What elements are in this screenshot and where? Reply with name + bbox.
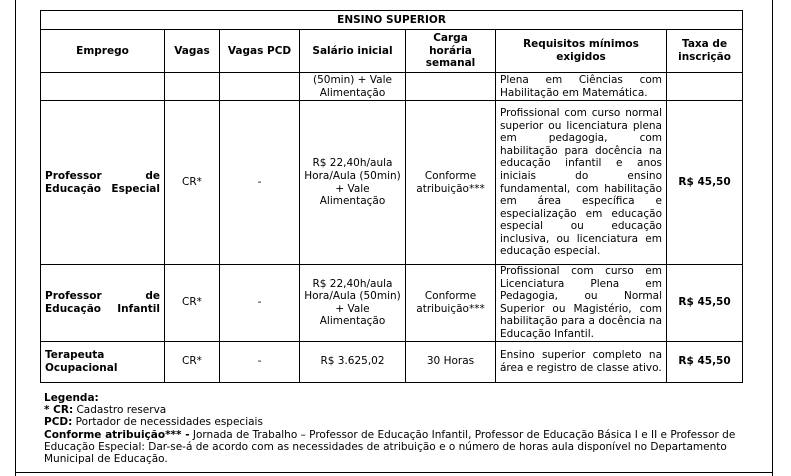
cell-requisitos: Plena em Ciências com Habilitação em Matemática. [496, 73, 667, 101]
cell-requisitos: Profissional com curso normal superior ou licenciatura plena em pedagogia, com habilitação para docência na educação infantil e anos iniciais do ensino fundamental, com habilitação em área específica e especialização em educação especial ou educação inclusiva, ou licenciatura em educação especial. [496, 101, 667, 265]
cell-vagas-pcd: - [220, 341, 300, 382]
cell-taxa: R$ 45,50 [667, 265, 743, 342]
page-border-bottom [15, 472, 773, 473]
cell-taxa [667, 73, 743, 101]
header-requisitos: Requisitos mínimos exigidos [496, 30, 667, 73]
cell-emprego [41, 101, 165, 265]
legend-pcd-key: PCD: [44, 416, 73, 429]
emprego-text: Professor de Educação Especial [45, 169, 160, 195]
header-taxa: Taxa de inscrição [667, 30, 743, 73]
cell-vagas-pcd [220, 73, 300, 101]
cell-emprego [41, 73, 165, 101]
cell-vagas: CR* [165, 101, 220, 265]
legend-pcd-text: Portador de necessidades especiais [72, 416, 263, 429]
cell-salario: R$ 22,40h/aula Hora/Aula (50min) + Vale Alimentação [300, 101, 406, 265]
cell-vagas: CR* [165, 265, 220, 342]
cell-taxa: R$ 45,50 [667, 101, 743, 265]
legend-conforme-text: Jornada de Trabalho – Professor de Educação Infantil, Professor de Educação Básica I e II e Professor de Educação Especial: Dar-se-á de acordo com as necessidades de atribuição e o número de horas aula disponível no Departamento Municipal de Educação. [44, 428, 736, 466]
legend [44, 392, 744, 465]
cell-salario: (50min) + Vale Alimentação [300, 73, 406, 101]
legend-conforme-key: Conforme atribuição*** - [44, 428, 190, 441]
cell-taxa: R$ 45,50 [667, 341, 743, 382]
cell-carga: Conforme atribuição*** [406, 265, 496, 342]
legend-cr-text: Cadastro reserva [73, 404, 167, 417]
table-row [41, 265, 743, 342]
ensino-superior-table [40, 10, 743, 383]
header-carga: Carga horária semanal [406, 30, 496, 73]
emprego-text: Professor de Educação Infantil [45, 290, 160, 315]
table-row [41, 73, 743, 101]
header-emprego: Emprego [41, 30, 165, 73]
table-title: ENSINO SUPERIOR [41, 11, 743, 30]
legend-cr-key: * CR: [44, 404, 74, 417]
cell-carga: Conforme atribuição*** [406, 101, 496, 265]
cell-emprego [41, 265, 165, 342]
cell-salario: R$ 22,40h/aula Hora/Aula (50min) + Vale Alimentação [300, 265, 406, 342]
header-vagas: Vagas [165, 30, 220, 73]
cell-requisitos: Ensino superior completo na área e registro de classe ativo. [496, 341, 667, 382]
cell-carga: 30 Horas [406, 341, 496, 382]
cell-vagas-pcd: - [220, 265, 300, 342]
cell-carga [406, 73, 496, 101]
header-vagas-pcd: Vagas PCD [220, 30, 300, 73]
legend-title: Legenda: [44, 392, 99, 404]
header-row [41, 30, 743, 73]
cell-vagas-pcd: - [220, 101, 300, 265]
cell-vagas [165, 73, 220, 101]
table-row [41, 101, 743, 265]
cell-salario: R$ 3.625,02 [300, 341, 406, 382]
table-row [41, 341, 743, 382]
cell-emprego: Terapeuta Ocupacional [41, 341, 165, 382]
page-border-right [772, 0, 773, 476]
cell-vagas: CR* [165, 341, 220, 382]
cell-requisitos: Profissional com curso em Licenciatura Plena em Pedagogia, ou Normal Superior ou Magistério, com habilitação para a docência na Educação Infantil. [496, 265, 667, 342]
header-salario: Salário inicial [300, 30, 406, 73]
page-border-left [15, 0, 16, 476]
